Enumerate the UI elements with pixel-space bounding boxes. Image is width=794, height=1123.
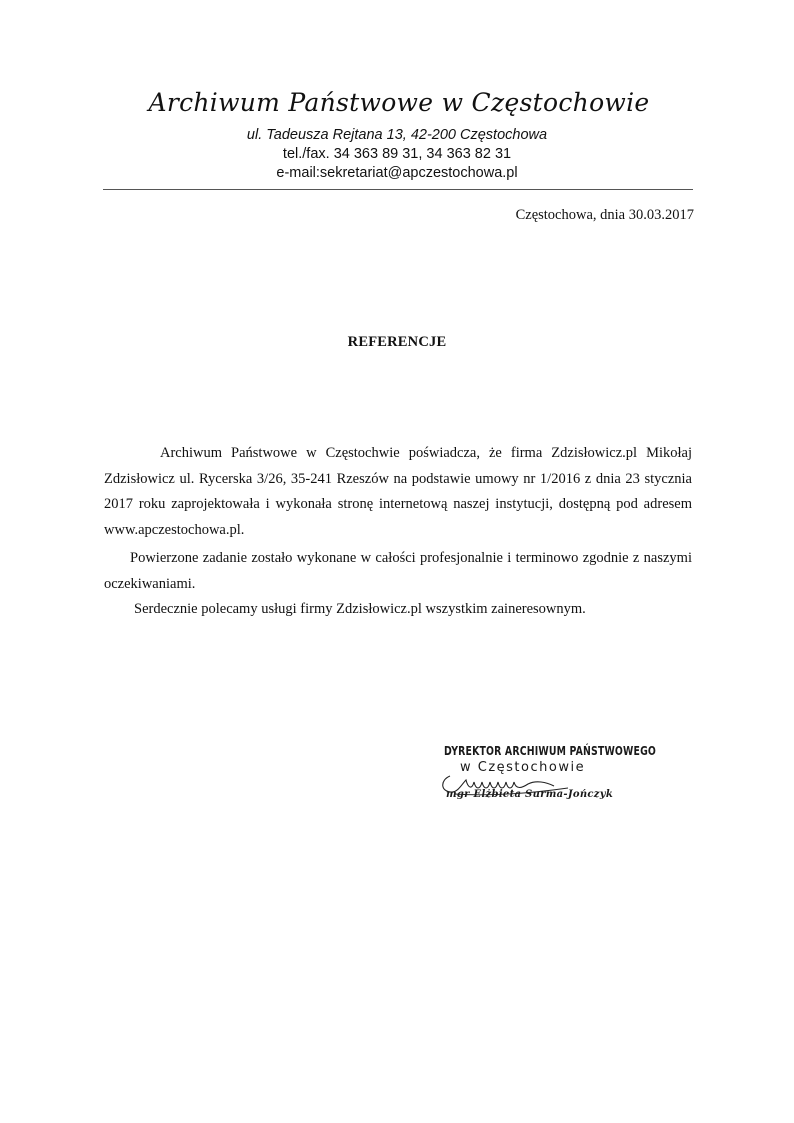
stamp-signatory: mgr Elżbieta Surma-Jończyk: [446, 789, 614, 800]
body-paragraph-2: Powierzone zadanie zostało wykonane w całości profesjonalnie i terminowo zgodnie z naszymi oczekiwaniami.: [104, 550, 692, 592]
letter-title: REFERENCJE: [347, 334, 447, 350]
body-paragraph-3: Serdecznie polecamy usługi firmy Zdzisłowicz.pl wszystkim zaineresownym.: [134, 601, 586, 617]
letter-date: Częstochowa, dnia 30.03.2017: [515, 207, 694, 223]
address-email: e-mail:sekretariat@apczestochowa.pl: [276, 165, 518, 181]
letter-body: [104, 441, 692, 623]
organization-name: Archiwum Państwowe w Częstochowie: [148, 88, 650, 117]
header-divider: [103, 189, 693, 190]
address-street: ul. Tadeusza Rejtana 13, 42-200 Częstochowa: [246, 127, 548, 143]
director-stamp: [436, 744, 657, 800]
stamp-location: w Częstochowie: [460, 760, 586, 775]
stamp-title: DYREKTOR ARCHIWUM PAŃSTWOWEGO: [444, 744, 657, 758]
body-paragraph-1: Archiwum Państwowe w Częstochwie poświadcza, że firma Zdzisłowicz.pl Mikołaj Zdzisłowicz ul. Rycerska 3/26, 35-241 Rzeszów na podstawie umowy nr 1/2016 z dnia 23 stycznia 2017 roku zaprojektowała i wykonała stronę internetową naszej instytucji, dostępną pod adresem www.apczestochowa.pl.: [104, 445, 692, 538]
handwritten-signature: [436, 770, 576, 796]
letterhead: [0, 86, 794, 183]
address-phone: tel./fax. 34 363 89 31, 34 363 82 31: [282, 146, 512, 162]
